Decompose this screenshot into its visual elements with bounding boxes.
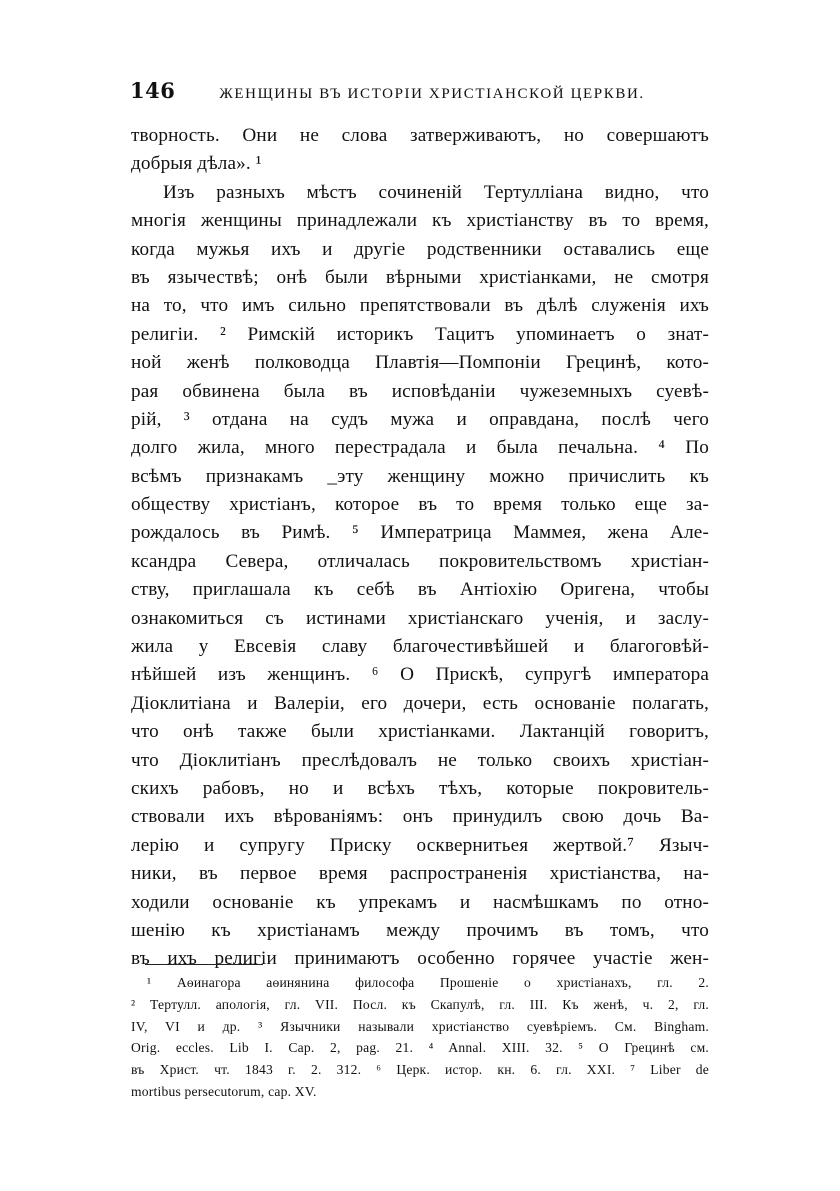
text-line: обществу христіанъ, которое въ то время только еще за- — [131, 494, 709, 516]
text-line: нѣйшей изъ женщинъ. ⁶ О Прискѣ, супругѣ императора — [131, 664, 709, 686]
text-line: жила у Евсевія славу благочестивѣйшей и благоговѣй- — [131, 636, 709, 658]
text-line: ксандра Севера, отличалась покровительствомъ христіан- — [131, 550, 709, 572]
body-text — [131, 122, 709, 974]
footnotes — [131, 972, 709, 1103]
text-line: на то, что имъ сильно препятствовали въ дѣлѣ служенія ихъ — [131, 295, 709, 317]
footnote-line: mortibus persecutorum, cap. XV. — [131, 1083, 317, 1099]
text-line: Изъ разныхъ мѣстъ сочиненій Тертулліана видно, что — [163, 181, 709, 203]
text-line: ствовали ихъ вѣрованіямъ: онъ принудилъ свою дочь Ва- — [131, 806, 709, 828]
page-number: 146 — [130, 78, 176, 103]
text-line: долго жила, много перестрадала и была печальна. ⁴ По — [131, 437, 709, 459]
footnote-line: ² Тертулл. апологія, гл. VII. Посл. къ Скапулѣ, гл. III. Къ женѣ, ч. 2, гл. — [131, 996, 709, 1012]
running-title: ЖЕНЩИНЫ ВЪ ИСТОРІИ ХРИСТІАНСКОЙ ЦЕРКВИ. — [219, 86, 645, 102]
footnote-divider — [145, 964, 263, 965]
text-line: лерію и супругу Приску осквернитьея жертвой.⁷ Языч- — [131, 834, 709, 856]
text-line: творность. Они не слова затверживаютъ, но совершаютъ — [131, 125, 709, 146]
footnote-line: ¹ Аѳинагора аѳинянина философа Прошеніе о христіанахъ, гл. 2. — [147, 975, 709, 990]
page-header — [130, 78, 710, 108]
footnote-line: Orig. eccles. Lib I. Cap. 2, pag. 21. ⁴ Annal. XIII. 32. ⁵ О Грецинѣ см. — [131, 1040, 709, 1056]
text-line: рождалось въ Римѣ. ⁵ Императрица Маммея, жена Але- — [131, 522, 709, 544]
text-line: что Діоклитіанъ преслѣдовалъ не только своихъ христіан- — [131, 749, 709, 771]
text-line: въ ихъ религіи принимаютъ особенно горячее участіе жен- — [131, 948, 709, 970]
text-line: ники, въ первое время распространенія христіанства, на- — [131, 863, 709, 885]
text-line: что онѣ также были христіанками. Лактанцій говоритъ, — [131, 721, 709, 743]
text-line: религіи. ² Римскій историкъ Тацитъ упоминаетъ о знат- — [131, 323, 709, 345]
text-line: добрыя дѣла». ¹ — [131, 153, 262, 175]
text-line: въ язычествѣ; онѣ были вѣрными христіанками, не смотря — [131, 266, 709, 288]
text-line: ознакомиться съ истинами христіанскаго ученія, и заслу- — [131, 607, 709, 629]
footnote-line: въ Христ. чт. 1843 г. 2. 312. ⁶ Церк. истор. кн. 6. гл. XXI. ⁷ Liber de — [131, 1062, 709, 1078]
footnote-line: IV, VI и др. ³ Язычники называли христіанство суевѣріемъ. См. Bingham. — [131, 1018, 709, 1034]
text-line: шенію къ христіанамъ между прочимъ въ томъ, что — [131, 919, 709, 941]
text-line: многія женщины принадлежали къ христіанству въ то время, — [131, 210, 709, 232]
text-line: ходили основаніе къ упрекамъ и насмѣшкамъ по отно- — [131, 891, 709, 913]
text-line: Діоклитіана и Валеріи, его дочери, есть основаніе полагать, — [131, 692, 709, 714]
text-line: скихъ рабовъ, но и всѣхъ тѣхъ, которые покровитель- — [131, 777, 709, 799]
text-line: ной женѣ полководца Плавтія—Помпоніи Грецинѣ, кото- — [131, 352, 709, 374]
text-line: рая обвинена была въ исповѣданіи чужеземныхъ суевѣ- — [131, 380, 709, 402]
text-line: когда мужья ихъ и другіе родственники оставались еще — [131, 238, 709, 260]
text-line: ству, приглашала къ себѣ въ Антіохію Оригена, чтобы — [131, 579, 709, 601]
text-line: рій, ³ отдана на судъ мужа и оправдана, послѣ чего — [131, 408, 709, 430]
text-line: всѣмъ признакамъ _эту женщину можно причислить къ — [131, 465, 709, 487]
